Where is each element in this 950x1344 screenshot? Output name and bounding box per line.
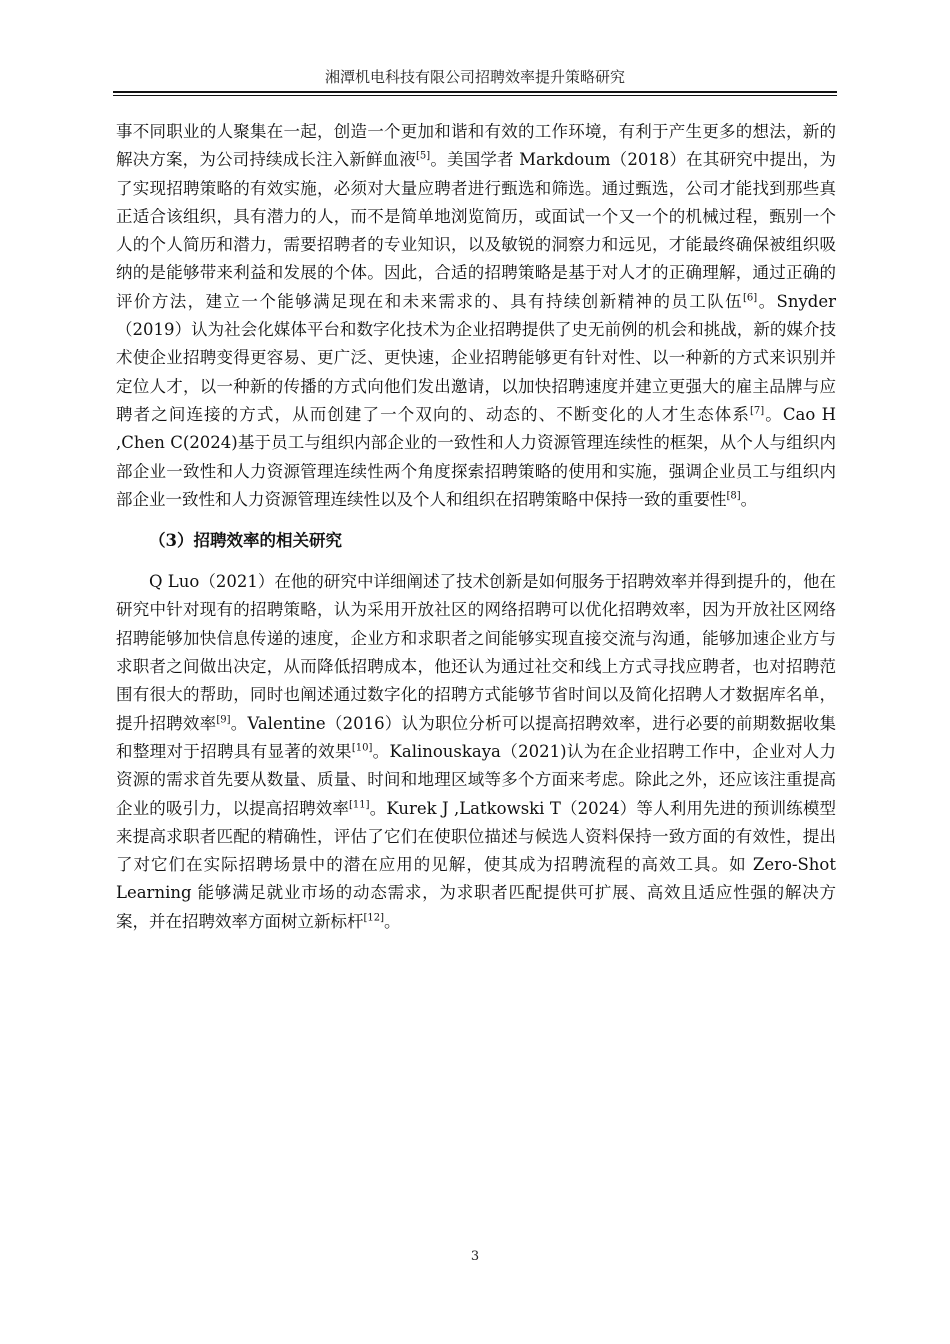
citation-ref[interactable]: [7] [749,405,765,417]
section-heading: （3）招聘效率的相关研究 [149,531,342,551]
text-run: 。Kalinouskaya（2021)认为在企业招聘工作中，企业对人力资源的需求首先要从数量、质量、时间和地理区域等多个方面来考虑。除此之外，还应该注重提高企业的吸引力，以提高招聘效率 [116,741,837,818]
text-run: 。Cao H ,Chen C(2024)基于员工与组织内部企业的一致性和人力资源管理连续性的框架，从个人与组织内部企业一致性和人力资源管理连续性两个角度探索招聘策略的使用和实施，强调企业员工与组织内部企业一致性和人力资源管理连续性以及个人和组织在招聘策略中保持一致的重要性 [116,404,837,509]
citation-ref[interactable]: [9] [216,714,231,726]
citation-ref[interactable]: [6] [743,292,758,304]
text-run: 。美国学者 Markdoum（2018）在其研究中提出，为了实现招聘策略的有效实施，必须对大量应聘者进行甄选和筛选。通过甄选，公司才能找到那些真正适合该组织，具有潜力的人，而不是简单地浏览简历，或面试一个又一个的机械过程，甄别一个人的个人简历和潜力，需要招聘者的专业知识，以及敏锐的洞察力和远见，才能最终确保被组织吸纳的是能够带来利益和发展的个体。因此，合适的招聘策略是基于对人才的正确理解，通过正确的评价方法，建立一个能够满足现在和未来需求的、具有持续创新精神的员工队伍 [116,150,837,311]
paragraph-1 [116,118,836,514]
header-rule-thick [113,91,837,93]
running-header: 湘潭机电科技有限公司招聘效率提升策略研究 [324,68,625,86]
citation-ref[interactable]: [11] [349,799,370,811]
citation-ref[interactable]: [12] [363,912,385,924]
page-number: 3 [470,1249,480,1264]
text-run: Q Luo（2021）在他的研究中详细阐述了技术创新是如何服务于招聘效率并得到提升的，他在研究中针对现有的招聘策略，认为采用开放社区的网络招聘可以优化招聘效率，因为开放社区网络招聘能够加快信息传递的速度，企业方和求职者之间能够实现直接交流与沟通，能够加速企业方与求职者之间做出决定，从而降低招聘成本，他还认为通过社交和线上方式寻找应聘者，也对招聘范围有很大的帮助，同时也阐述通过数字化的招聘方式能够节省时间以及简化招聘人才数据库名单，提升招聘效率 [116,572,836,733]
text-run: 。Snyder（2019）认为社会化媒体平台和数字化技术为企业招聘提供了史无前例的机会和挑战，新的媒介技术使企业招聘变得更容易、更广泛、更快速，企业招聘能够更有针对性、以一种新的方式来识别并定位人才，以一种新的传播的方式向他们发出邀请，以加快招聘速度并建立更强大的雇主品牌与应聘者之间连接的方式，从而创建了一个双向的、动态的、不断变化的人才生态体系 [116,291,836,424]
text-run: 。Valentine（2016）认为职位分析可以提高招聘效率，进行必要的前期数据收集和整理对于招聘具有显著的效果 [116,713,837,761]
text-run: 事不同职业的人聚集在一起，创造一个更加和谐和有效的工作环境，有利于产生更多的想法，新的解决方案，为公司持续成长注入新鲜血液 [116,122,836,170]
page-content [116,118,836,936]
header-rule-thin [113,95,837,96]
citation-ref[interactable]: [5] [416,150,431,162]
paragraph-2 [116,568,836,936]
citation-ref[interactable]: [8] [726,490,741,502]
text-run: 。Kurek J ,Latkowski T（2024）等人利用先进的预训练模型来提高求职者匹配的精确性，评估了它们在使职位描述与候选人资料保持一致方面的有效性，提出了对它们在实际招聘场景中的潜在应用的见解，使其成为招聘流程的高效工具。如 Zero-Shot Learning 能够满足就业市场的动态需求，为求职者匹配提供可扩展、高效且适应性强的解决方案，并在招聘效率方面树立新标杆 [116,798,837,931]
citation-ref[interactable]: [10] [351,742,373,754]
text-run: 。 [740,489,758,509]
text-run: 。 [384,911,401,931]
